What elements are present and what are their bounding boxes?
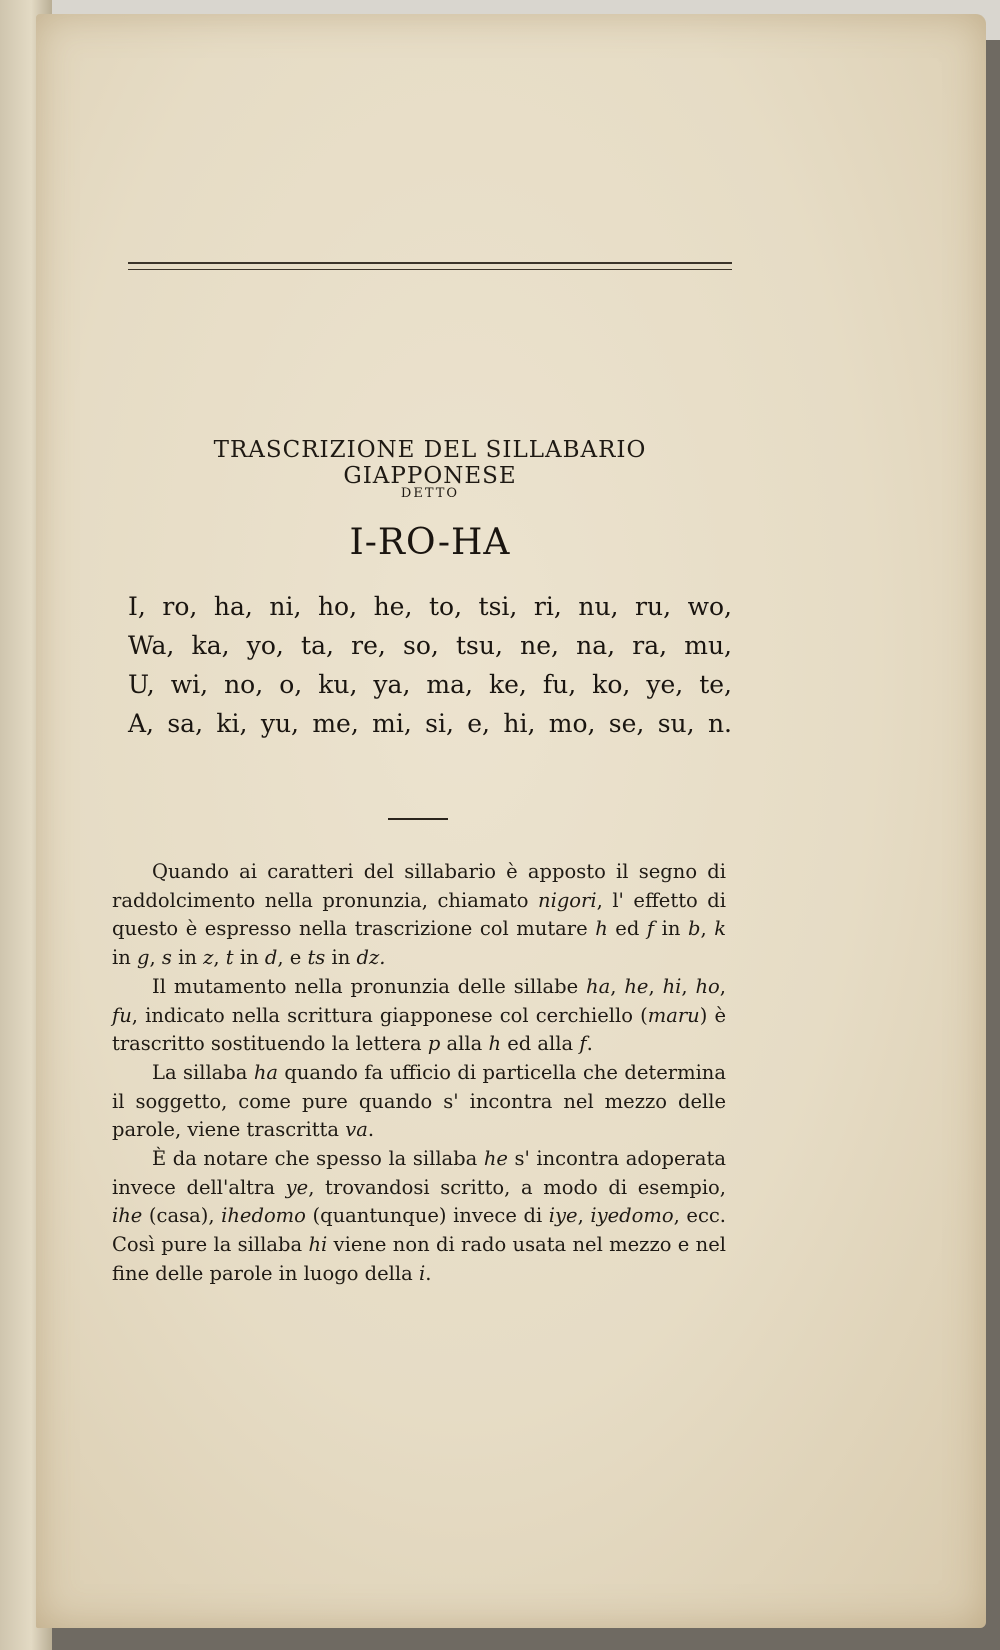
syllabary-line-1: I, ro, ha, ni, ho, he, to, tsi, ri, nu, ru, wo, [128, 592, 732, 621]
paragraph-nigori: Quando ai caratteri del sillabario è apposto il segno di raddolcimento nella pronunzia, chiamato nigori, l' effetto di questo è espresso nella trascrizione col mutare h ed f in b, k in g, s in z, t in d, e ts in dz. [112, 860, 727, 970]
section-divider [388, 818, 448, 820]
syllabary-line-4: A, sa, ki, yu, me, mi, si, e, hi, mo, se, su, n. [128, 709, 732, 738]
header-double-rule [128, 262, 732, 270]
paragraph-ha-particle: La sillaba ha quando fa ufficio di particella che determina il soggetto, come pure quando s' incontra nel mezzo delle parole, viene trascritta va. [112, 1060, 726, 1142]
body-text [112, 858, 726, 1289]
syllabary-name: I-RO-HA [349, 522, 511, 563]
book-page [36, 14, 986, 1628]
paragraph-maru: Il mutamento nella pronunzia delle sillabe ha, he, hi, ho, fu, indicato nella scrittura giapponese col cerchiello (maru) è trascritto sostituendo la lettera p alla h ed alla f. [112, 974, 726, 1056]
paragraph-he-ye: È da notare che spesso la sillaba he s' incontra adoperata invece dell'altra ye, trovandosi scritto, a modo di esempio, ihe (casa), ihedomo (quantunque) invece di iye, iyedomo, ecc. Così pure la sillaba hi viene non di rado usata nel mezzo e nel fine delle parole in luogo della i. [112, 1147, 726, 1285]
syllabary-line-3: U, wi, no, o, ku, ya, ma, ke, fu, ko, ye, te, [128, 670, 732, 699]
syllabary-line-2: Wa, ka, yo, ta, re, so, tsu, ne, na, ra, mu, [128, 631, 732, 660]
page-subtitle: DETTO [400, 486, 460, 501]
page-title: TRASCRIZIONE DEL SILLABARIO GIAPPONESE [213, 437, 647, 489]
